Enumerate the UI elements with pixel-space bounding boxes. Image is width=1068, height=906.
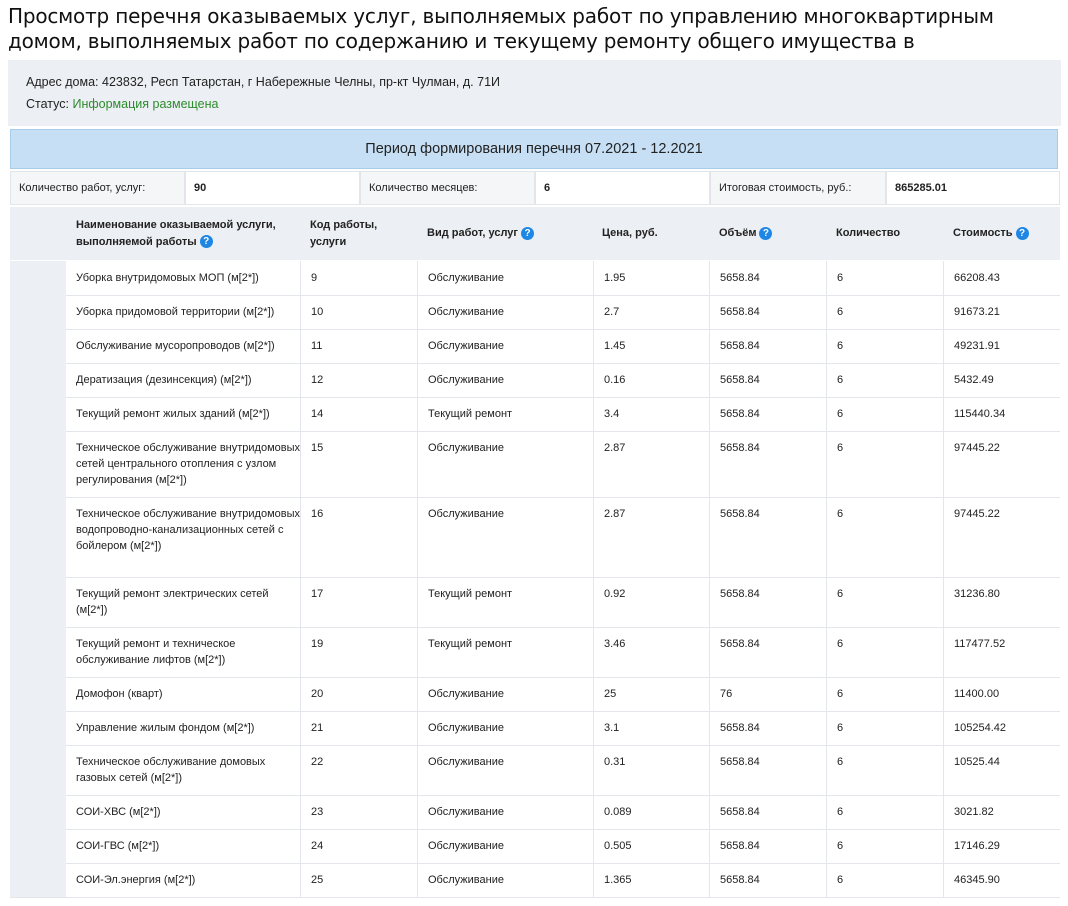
cell-volume: 5658.84: [709, 627, 826, 677]
cell-volume: 5658.84: [709, 497, 826, 577]
header-code-label: Код работы, услуги: [310, 218, 378, 248]
cell-kind: Обслуживание: [417, 497, 593, 577]
cell-cost: 97445.22: [943, 497, 1060, 577]
cell-name: СОИ-Эл.энергия (м[2*]): [76, 874, 196, 886]
cell-qty: 6: [826, 627, 943, 677]
cell-qty: 6: [826, 711, 943, 745]
row-header-cell: [10, 863, 66, 897]
help-icon[interactable]: ?: [200, 235, 213, 248]
cell-code: 10: [300, 295, 417, 329]
cell-kind: Обслуживание: [417, 295, 593, 329]
cell-code: 9: [300, 261, 417, 295]
cell-name: Домофон (кварт): [76, 688, 163, 700]
header-qty: [836, 207, 946, 260]
cell-volume: 5658.84: [709, 863, 826, 897]
cell-code: 20: [300, 677, 417, 711]
table-row: [10, 677, 1060, 712]
help-icon[interactable]: ?: [521, 227, 534, 240]
address-label: Адрес дома:: [26, 75, 99, 89]
address-row: [26, 75, 500, 89]
row-header-cell: [10, 397, 66, 431]
cell-qty: 6: [826, 829, 943, 863]
cell-code: 14: [300, 397, 417, 431]
total-cost-label: Итоговая стоимость, руб.:: [710, 171, 886, 205]
row-header-cell: [10, 677, 66, 711]
cell-kind: Обслуживание: [417, 711, 593, 745]
cell-code: 19: [300, 627, 417, 677]
works-count-value: 90: [185, 171, 360, 205]
header-kind-label: Вид работ, услуг: [427, 227, 518, 239]
help-icon[interactable]: ?: [759, 227, 772, 240]
table-row: [10, 745, 1060, 796]
row-header-cell: [10, 295, 66, 329]
header-code: [310, 207, 410, 260]
cell-kind: Обслуживание: [417, 329, 593, 363]
cell-price: 3.4: [593, 397, 709, 431]
cell-code: 23: [300, 795, 417, 829]
cell-kind: Обслуживание: [417, 795, 593, 829]
cell-volume: 5658.84: [709, 431, 826, 497]
cell-price: 25: [593, 677, 709, 711]
table-row: [10, 863, 1060, 898]
summary-bar: [10, 171, 1060, 205]
cell-kind: Обслуживание: [417, 431, 593, 497]
cell-name: Управление жилым фондом (м[2*]): [76, 722, 255, 734]
header-name: [76, 207, 296, 260]
cell-name: Уборка внутридомовых МОП (м[2*]): [76, 272, 259, 284]
cell-price: 1.365: [593, 863, 709, 897]
cell-volume: 76: [709, 677, 826, 711]
cell-code: 22: [300, 745, 417, 795]
cell-cost: 105254.42: [943, 711, 1060, 745]
row-header-cell: [10, 711, 66, 745]
header-price: [602, 207, 712, 260]
row-header-cell: [10, 329, 66, 363]
cell-code: 16: [300, 497, 417, 577]
cell-cost: 117477.52: [943, 627, 1060, 677]
cell-name: СОИ-ГВС (м[2*]): [76, 840, 160, 852]
cell-kind: Обслуживание: [417, 363, 593, 397]
cell-cost: 31236.80: [943, 577, 1060, 627]
row-header-cell: [10, 577, 66, 627]
cell-name: Текущий ремонт жилых зданий (м[2*]): [76, 408, 270, 420]
header-volume-label: Объём: [719, 227, 757, 239]
cell-volume: 5658.84: [709, 329, 826, 363]
cell-volume: 5658.84: [709, 795, 826, 829]
status-label: Статус:: [26, 97, 69, 111]
cell-volume: 5658.84: [709, 829, 826, 863]
table-row: [10, 329, 1060, 364]
cell-cost: 46345.90: [943, 863, 1060, 897]
header-cost: [953, 207, 1058, 260]
cell-cost: 91673.21: [943, 295, 1060, 329]
months-count-value: 6: [535, 171, 710, 205]
header-volume: [719, 207, 829, 260]
cell-kind: Обслуживание: [417, 829, 593, 863]
cell-kind: Обслуживание: [417, 677, 593, 711]
cell-volume: 5658.84: [709, 711, 826, 745]
cell-qty: 6: [826, 795, 943, 829]
row-header-cell: [10, 261, 66, 295]
cell-kind: Обслуживание: [417, 745, 593, 795]
cell-cost: 97445.22: [943, 431, 1060, 497]
cell-cost: 115440.34: [943, 397, 1060, 431]
cell-name: СОИ-ХВС (м[2*]): [76, 806, 161, 818]
cell-kind: Обслуживание: [417, 261, 593, 295]
table-row: [10, 261, 1060, 296]
cell-volume: 5658.84: [709, 363, 826, 397]
page-title: Просмотр перечня оказываемых услуг, выполняемых работ по управлению многоквартирным домом, выполняемых работ по содержанию и текущему ремонту общего имущества в: [8, 4, 994, 53]
cell-name: Текущий ремонт электрических сетей (м[2*]): [76, 588, 269, 616]
total-cost-value: 865285.01: [886, 171, 1060, 205]
row-header-cell: [10, 829, 66, 863]
header-price-label: Цена, руб.: [602, 227, 658, 239]
cell-price: 0.92: [593, 577, 709, 627]
cell-price: 3.46: [593, 627, 709, 677]
table-row: [10, 295, 1060, 330]
cell-volume: 5658.84: [709, 745, 826, 795]
table-row: [10, 795, 1060, 830]
cell-name: Техническое обслуживание внутридомовых водопроводно-канализационных сетей с бойлером (м[2*]): [76, 508, 301, 552]
cell-kind: Текущий ремонт: [417, 577, 593, 627]
cell-name: Техническое обслуживание домовых газовых сетей (м[2*]): [76, 756, 266, 784]
cell-qty: 6: [826, 261, 943, 295]
cell-qty: 6: [826, 329, 943, 363]
cell-code: 12: [300, 363, 417, 397]
table-row: [10, 577, 1060, 628]
row-header-cell: [10, 431, 66, 497]
cell-volume: 5658.84: [709, 261, 826, 295]
row-header-cell: [10, 363, 66, 397]
cell-cost: 10525.44: [943, 745, 1060, 795]
cell-price: 0.089: [593, 795, 709, 829]
row-header-cell: [10, 795, 66, 829]
table-header: [10, 207, 1060, 260]
cell-qty: 6: [826, 577, 943, 627]
cell-qty: 6: [826, 863, 943, 897]
cell-name: Текущий ремонт и техническое обслуживание лифтов (м[2*]): [76, 638, 236, 666]
cell-price: 1.95: [593, 261, 709, 295]
header-kind: [427, 207, 597, 260]
table-row: [10, 363, 1060, 398]
cell-qty: 6: [826, 295, 943, 329]
header-name-label: Наименование оказываемой услуги, выполняемой работы: [76, 218, 276, 248]
row-header-cell: [10, 627, 66, 677]
table-row: [10, 397, 1060, 432]
table-row: [10, 829, 1060, 864]
status-value: Информация размещена: [72, 97, 219, 111]
cell-qty: 6: [826, 397, 943, 431]
address-value: 423832, Респ Татарстан, г Набережные Челны, пр-кт Чулман, д. 71И: [102, 75, 501, 89]
cell-price: 2.7: [593, 295, 709, 329]
cell-name: Обслуживание мусоропроводов (м[2*]): [76, 340, 275, 352]
cell-kind: Обслуживание: [417, 863, 593, 897]
cell-qty: 6: [826, 363, 943, 397]
cell-price: 2.87: [593, 497, 709, 577]
header-qty-label: Количество: [836, 227, 901, 239]
cell-price: 0.505: [593, 829, 709, 863]
cell-volume: 5658.84: [709, 397, 826, 431]
cell-price: 0.31: [593, 745, 709, 795]
row-header-cell: [10, 745, 66, 795]
cell-qty: 6: [826, 745, 943, 795]
cell-code: 15: [300, 431, 417, 497]
help-icon[interactable]: ?: [1016, 227, 1029, 240]
cell-qty: 6: [826, 497, 943, 577]
table-row: [10, 497, 1060, 578]
cell-name: Дератизация (дезинсекция) (м[2*]): [76, 374, 252, 386]
status-row: [26, 97, 218, 111]
house-info-panel: [8, 60, 1061, 126]
cell-kind: Текущий ремонт: [417, 397, 593, 431]
cell-name: Техническое обслуживание внутридомовых сетей центрального отопления с узлом регулирования (м[2*]): [76, 442, 301, 486]
table-row: [10, 711, 1060, 746]
cell-cost: 3021.82: [943, 795, 1060, 829]
cell-name: Уборка придомовой территории (м[2*]): [76, 306, 275, 318]
cell-cost: 17146.29: [943, 829, 1060, 863]
period-header: Период формирования перечня 07.2021 - 12.2021: [10, 129, 1058, 169]
cell-cost: 49231.91: [943, 329, 1060, 363]
table-row: [10, 627, 1060, 678]
cell-code: 24: [300, 829, 417, 863]
cell-kind: Текущий ремонт: [417, 627, 593, 677]
header-cost-label: Стоимость: [953, 227, 1013, 239]
cell-code: 17: [300, 577, 417, 627]
cell-cost: 11400.00: [943, 677, 1060, 711]
cell-price: 1.45: [593, 329, 709, 363]
cell-cost: 5432.49: [943, 363, 1060, 397]
cell-code: 21: [300, 711, 417, 745]
table-row: [10, 431, 1060, 498]
months-count-label: Количество месяцев:: [360, 171, 535, 205]
cell-code: 25: [300, 863, 417, 897]
cell-cost: 66208.43: [943, 261, 1060, 295]
cell-volume: 5658.84: [709, 295, 826, 329]
works-count-label: Количество работ, услуг:: [10, 171, 185, 205]
cell-price: 3.1: [593, 711, 709, 745]
cell-code: 11: [300, 329, 417, 363]
cell-qty: 6: [826, 431, 943, 497]
cell-volume: 5658.84: [709, 577, 826, 627]
cell-price: 0.16: [593, 363, 709, 397]
cell-qty: 6: [826, 677, 943, 711]
cell-price: 2.87: [593, 431, 709, 497]
row-header-cell: [10, 497, 66, 577]
